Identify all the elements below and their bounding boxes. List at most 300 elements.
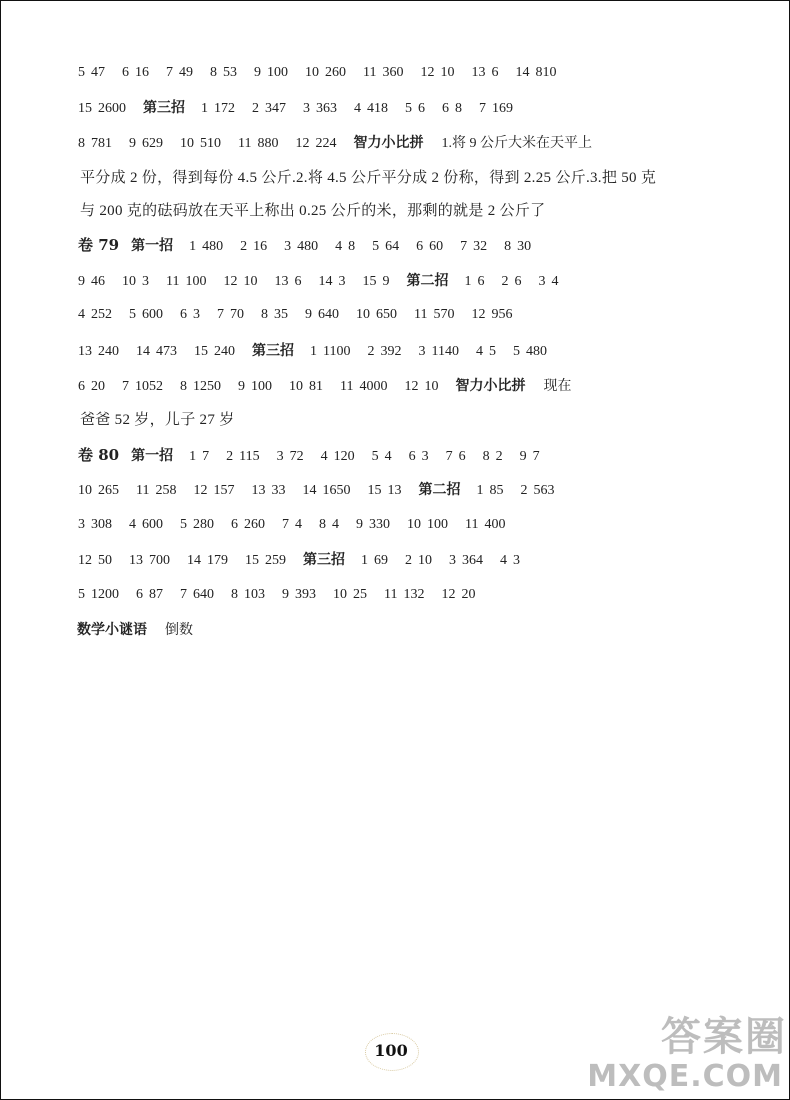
question-number: 5 bbox=[180, 517, 187, 532]
answer-item bbox=[238, 375, 272, 399]
answer-item bbox=[226, 445, 259, 469]
answer-item bbox=[78, 97, 126, 121]
question-number: 10 bbox=[305, 65, 319, 80]
answer-item bbox=[78, 61, 105, 85]
question-number: 15 bbox=[367, 483, 382, 498]
answer-line bbox=[78, 548, 775, 572]
answer-value: 16 bbox=[135, 65, 149, 80]
answer-item bbox=[231, 513, 265, 537]
answer-value: 1250 bbox=[193, 379, 221, 394]
answer-item bbox=[520, 445, 540, 469]
answer-value: 6 bbox=[294, 274, 302, 289]
question-number: 14 bbox=[318, 274, 333, 289]
answer-item bbox=[78, 132, 112, 156]
answer-item bbox=[180, 583, 214, 607]
answer-line bbox=[78, 583, 775, 607]
answer-item bbox=[282, 513, 302, 537]
question-number: 5 bbox=[512, 344, 520, 359]
answer-item bbox=[194, 340, 235, 364]
question-number: 3 bbox=[418, 344, 426, 359]
question-number: 8 bbox=[78, 136, 85, 151]
answer-item bbox=[500, 549, 520, 573]
question-number: 15 bbox=[245, 553, 259, 568]
question-number: 11 bbox=[363, 65, 377, 80]
question-number: 6 bbox=[122, 65, 129, 80]
answer-value: 570 bbox=[433, 307, 455, 322]
question-number: 6 bbox=[180, 307, 187, 322]
question-number: 3 bbox=[284, 239, 292, 254]
answer-line bbox=[78, 443, 775, 467]
question-number: 8 bbox=[231, 587, 238, 602]
question-number: 1 bbox=[361, 553, 368, 568]
answer-line bbox=[78, 513, 775, 537]
answer-value: 20 bbox=[461, 587, 476, 602]
question-number: 7 bbox=[445, 449, 453, 464]
answer-item bbox=[78, 375, 105, 399]
question-number: 2 bbox=[240, 239, 248, 254]
answer-value: 8 bbox=[348, 239, 356, 254]
answer-value: 3 bbox=[142, 274, 149, 289]
question-number: 10 bbox=[333, 587, 347, 602]
answer-value: 4 bbox=[295, 517, 302, 532]
question-number: 12 bbox=[78, 553, 92, 568]
answer-value: 16 bbox=[253, 239, 268, 254]
question-number: 10 bbox=[407, 517, 421, 532]
answer-value: 258 bbox=[155, 483, 177, 498]
answer-item bbox=[122, 270, 149, 294]
answer-value: 1052 bbox=[135, 379, 163, 394]
question-number: 13 bbox=[129, 553, 143, 568]
question-number: 1 bbox=[201, 101, 208, 116]
answer-value: 510 bbox=[200, 136, 221, 151]
question-number: 8 bbox=[261, 307, 268, 322]
question-number: 7 bbox=[282, 517, 289, 532]
question-number: 13 bbox=[274, 274, 289, 289]
answer-value: 87 bbox=[149, 587, 163, 602]
answer-value: 10 bbox=[424, 379, 439, 394]
question-number: 7 bbox=[460, 239, 468, 254]
answer-value: 240 bbox=[214, 344, 235, 359]
question-number: 13 bbox=[471, 65, 486, 80]
answer-value: 360 bbox=[382, 65, 404, 80]
section-heading: 数学小谜语 bbox=[77, 622, 147, 638]
answer-item bbox=[78, 513, 112, 537]
question-number: 5 bbox=[129, 307, 136, 322]
answer-item bbox=[129, 513, 163, 537]
question-number: 10 bbox=[356, 307, 370, 322]
answer-item bbox=[404, 375, 438, 399]
answer-value: 364 bbox=[462, 553, 483, 568]
question-number: 1 bbox=[310, 344, 317, 359]
answer-value: 810 bbox=[535, 65, 557, 80]
answer-item bbox=[367, 479, 401, 503]
answer-value: 179 bbox=[207, 553, 228, 568]
answer-value: 2 bbox=[495, 449, 503, 464]
answer-value: 70 bbox=[230, 307, 244, 322]
question-number: 3 bbox=[303, 101, 310, 116]
answer-value: 265 bbox=[98, 483, 119, 498]
question-number: 12 bbox=[471, 307, 486, 322]
answer-value: 480 bbox=[297, 239, 319, 254]
answer-item bbox=[356, 303, 397, 327]
answer-text: 现在 bbox=[543, 379, 572, 394]
answer-item bbox=[201, 97, 235, 121]
question-number: 11 bbox=[340, 379, 354, 394]
answer-item bbox=[251, 479, 285, 503]
answer-value: 6 bbox=[458, 449, 466, 464]
question-number: 10 bbox=[122, 274, 136, 289]
answer-value: 640 bbox=[193, 587, 214, 602]
question-number: 14 bbox=[302, 483, 317, 498]
question-number: 9 bbox=[78, 274, 85, 289]
answer-value: 260 bbox=[244, 517, 265, 532]
question-number: 10 bbox=[289, 379, 303, 394]
answer-item bbox=[356, 513, 390, 537]
question-number: 14 bbox=[187, 553, 201, 568]
answer-value: 157 bbox=[213, 483, 235, 498]
answer-value: 1200 bbox=[91, 587, 119, 602]
question-number: 8 bbox=[319, 517, 326, 532]
question-number: 9 bbox=[254, 65, 261, 80]
answer-value: 473 bbox=[156, 344, 177, 359]
answer-value: 64 bbox=[385, 239, 400, 254]
answer-value: 3 bbox=[513, 553, 520, 568]
question-number: 11 bbox=[166, 274, 180, 289]
answer-item bbox=[274, 270, 301, 294]
question-number: 4 bbox=[354, 101, 361, 116]
question-number: 2 bbox=[226, 449, 234, 464]
answer-value: 25 bbox=[353, 587, 367, 602]
answer-value: 9 bbox=[382, 274, 390, 289]
watermark-url: MXQE.COM bbox=[587, 1059, 783, 1094]
answer-item bbox=[305, 303, 339, 327]
question-number: 6 bbox=[136, 587, 143, 602]
question-number: 9 bbox=[238, 379, 245, 394]
answer-item bbox=[78, 340, 119, 364]
question-number: 8 bbox=[482, 449, 490, 464]
answer-item bbox=[238, 132, 278, 156]
answer-item bbox=[78, 270, 105, 294]
answer-value: 35 bbox=[274, 307, 288, 322]
answer-value: 781 bbox=[91, 136, 112, 151]
answer-value: 115 bbox=[239, 449, 260, 464]
answer-item bbox=[321, 445, 355, 469]
answer-item bbox=[231, 583, 265, 607]
answer-item bbox=[420, 61, 454, 85]
question-number: 4 bbox=[335, 239, 343, 254]
answer-value: 1100 bbox=[323, 344, 351, 359]
answer-line bbox=[78, 233, 775, 257]
question-number: 12 bbox=[404, 379, 419, 394]
question-number: 12 bbox=[420, 65, 435, 80]
answer-item bbox=[166, 61, 193, 85]
answer-value: 10 bbox=[440, 65, 455, 80]
answer-item bbox=[319, 513, 339, 537]
answer-item bbox=[501, 270, 521, 294]
answer-text: 平分成 2 份，得到每份 4.5 公斤.2.将 4.5 公斤平分成 2 份称，得到 2.25 公斤.3.把 50 克 bbox=[80, 170, 657, 186]
answer-item bbox=[129, 303, 163, 327]
answer-item bbox=[362, 270, 389, 294]
answer-item bbox=[180, 132, 221, 156]
answer-item bbox=[416, 235, 443, 259]
answer-value: 600 bbox=[142, 307, 163, 322]
answer-line bbox=[77, 618, 775, 642]
answer-item bbox=[284, 235, 318, 259]
answer-item bbox=[78, 479, 119, 503]
question-number: 3 bbox=[538, 274, 546, 289]
question-number: 4 bbox=[500, 553, 507, 568]
question-number: 6 bbox=[408, 449, 416, 464]
answer-value: 1140 bbox=[431, 344, 459, 359]
answer-value: 4 bbox=[332, 517, 339, 532]
section-heading: 第三招 bbox=[303, 552, 345, 568]
answer-line bbox=[78, 303, 775, 327]
answer-value: 308 bbox=[91, 517, 112, 532]
question-number: 2 bbox=[405, 553, 412, 568]
answer-item bbox=[384, 583, 424, 607]
answer-value: 100 bbox=[267, 65, 288, 80]
answer-value: 6 bbox=[514, 274, 522, 289]
question-number: 11 bbox=[414, 307, 428, 322]
answer-value: 880 bbox=[257, 136, 279, 151]
question-number: 1 bbox=[189, 239, 197, 254]
answer-value: 640 bbox=[318, 307, 339, 322]
answer-value: 480 bbox=[202, 239, 224, 254]
answer-item bbox=[363, 61, 403, 85]
answer-value: 169 bbox=[492, 101, 513, 116]
answer-value: 7 bbox=[202, 449, 210, 464]
question-number: 9 bbox=[356, 517, 363, 532]
answer-item bbox=[513, 340, 547, 364]
answer-item bbox=[129, 132, 163, 156]
answer-value: 280 bbox=[193, 517, 214, 532]
answer-item bbox=[187, 549, 228, 573]
answer-item bbox=[372, 235, 399, 259]
question-number: 4 bbox=[320, 449, 328, 464]
answer-item bbox=[129, 549, 170, 573]
answer-item bbox=[515, 61, 556, 85]
question-number: 5 bbox=[405, 101, 412, 116]
answer-item bbox=[189, 445, 209, 469]
question-number: 13 bbox=[78, 344, 92, 359]
question-number: 10 bbox=[78, 483, 92, 498]
answer-line bbox=[78, 199, 775, 223]
answer-item bbox=[414, 303, 454, 327]
volume-heading: 卷 79 bbox=[78, 236, 120, 254]
answer-line bbox=[78, 478, 775, 502]
answer-value: 32 bbox=[473, 239, 488, 254]
question-number: 3 bbox=[276, 449, 284, 464]
answer-item bbox=[166, 270, 206, 294]
answer-line bbox=[78, 61, 775, 85]
answer-item bbox=[305, 61, 346, 85]
answer-item bbox=[405, 97, 425, 121]
question-number: 5 bbox=[371, 449, 379, 464]
answer-item bbox=[136, 340, 177, 364]
answer-value: 400 bbox=[484, 517, 506, 532]
answer-value: 252 bbox=[91, 307, 112, 322]
answer-item bbox=[282, 583, 316, 607]
question-number: 1 bbox=[476, 483, 484, 498]
question-number: 5 bbox=[372, 239, 380, 254]
answer-item bbox=[479, 97, 513, 121]
answer-value: 260 bbox=[325, 65, 346, 80]
answer-text: 爸爸 52 岁，儿子 27 岁 bbox=[80, 412, 235, 428]
answer-value: 72 bbox=[289, 449, 304, 464]
answer-value: 33 bbox=[271, 483, 286, 498]
answer-item bbox=[441, 583, 475, 607]
answer-item bbox=[180, 375, 221, 399]
answer-value: 132 bbox=[403, 587, 425, 602]
answer-item bbox=[240, 235, 267, 259]
answer-item bbox=[504, 235, 531, 259]
answer-value: 4 bbox=[551, 274, 559, 289]
answer-item bbox=[254, 61, 288, 85]
question-number: 11 bbox=[238, 136, 252, 151]
answer-value: 563 bbox=[533, 483, 555, 498]
question-number: 10 bbox=[180, 136, 194, 151]
question-number: 9 bbox=[519, 449, 527, 464]
answer-item bbox=[136, 479, 176, 503]
answer-value: 100 bbox=[185, 274, 207, 289]
answer-value: 172 bbox=[214, 101, 235, 116]
answer-value: 53 bbox=[223, 65, 237, 80]
section-heading: 第一招 bbox=[131, 238, 174, 254]
answer-item bbox=[261, 303, 288, 327]
answer-item bbox=[460, 235, 487, 259]
answer-item bbox=[449, 549, 483, 573]
question-number: 2 bbox=[501, 274, 509, 289]
answer-item bbox=[354, 97, 388, 121]
question-number: 8 bbox=[180, 379, 187, 394]
answer-item bbox=[340, 375, 387, 399]
answer-item bbox=[446, 445, 466, 469]
answer-item bbox=[122, 375, 163, 399]
section-heading: 智力小比拼 bbox=[455, 378, 526, 394]
answer-value: 20 bbox=[91, 379, 105, 394]
answer-value: 363 bbox=[316, 101, 337, 116]
question-number: 9 bbox=[282, 587, 289, 602]
answer-value: 629 bbox=[142, 136, 163, 151]
question-number: 14 bbox=[136, 344, 150, 359]
question-number: 2 bbox=[520, 483, 528, 498]
answer-value: 81 bbox=[309, 379, 323, 394]
question-number: 1 bbox=[189, 449, 197, 464]
answer-value: 50 bbox=[98, 553, 112, 568]
question-number: 11 bbox=[136, 483, 150, 498]
answer-value: 103 bbox=[244, 587, 265, 602]
answer-value: 10 bbox=[418, 553, 432, 568]
answer-value: 2600 bbox=[98, 101, 126, 116]
answer-value: 7 bbox=[532, 449, 540, 464]
answer-item bbox=[180, 303, 200, 327]
answer-value: 46 bbox=[91, 274, 105, 289]
answer-item bbox=[252, 97, 286, 121]
answer-value: 30 bbox=[517, 239, 532, 254]
question-number: 3 bbox=[449, 553, 456, 568]
section-heading: 第二招 bbox=[418, 482, 461, 498]
question-number: 12 bbox=[295, 136, 310, 151]
answer-item bbox=[367, 340, 401, 364]
answer-item bbox=[78, 549, 112, 573]
answer-item bbox=[318, 270, 345, 294]
answer-value: 3 bbox=[338, 274, 346, 289]
question-number: 4 bbox=[129, 517, 136, 532]
section-heading: 第三招 bbox=[143, 100, 185, 116]
question-number: 4 bbox=[475, 344, 483, 359]
answer-value: 1650 bbox=[322, 483, 351, 498]
question-number: 15 bbox=[194, 344, 208, 359]
answer-item bbox=[295, 132, 336, 156]
section-heading: 第三招 bbox=[252, 343, 294, 359]
answer-line bbox=[78, 96, 775, 120]
question-number: 6 bbox=[442, 101, 449, 116]
question-number: 4 bbox=[78, 307, 85, 322]
answer-value: 418 bbox=[367, 101, 388, 116]
answer-value: 47 bbox=[91, 65, 105, 80]
question-number: 11 bbox=[384, 587, 398, 602]
question-number: 5 bbox=[78, 65, 85, 80]
question-number: 3 bbox=[78, 517, 85, 532]
section-heading: 第一招 bbox=[131, 448, 174, 464]
question-number: 14 bbox=[515, 65, 530, 80]
answer-item bbox=[303, 97, 337, 121]
section-heading: 第二招 bbox=[406, 273, 449, 289]
answer-line bbox=[78, 339, 775, 363]
answer-value: 4 bbox=[384, 449, 392, 464]
answer-value: 259 bbox=[265, 553, 286, 568]
answer-item bbox=[476, 479, 503, 503]
answer-item bbox=[245, 549, 286, 573]
answer-line bbox=[78, 374, 775, 398]
watermark-logo-text: 答案圈 bbox=[661, 1014, 787, 1060]
question-number: 7 bbox=[122, 379, 129, 394]
answer-item bbox=[223, 270, 257, 294]
answer-item bbox=[180, 513, 214, 537]
question-number: 9 bbox=[305, 307, 312, 322]
answer-value: 3 bbox=[421, 449, 429, 464]
answer-item bbox=[464, 270, 484, 294]
answer-value: 120 bbox=[333, 449, 355, 464]
question-number: 8 bbox=[504, 239, 512, 254]
question-number: 7 bbox=[166, 65, 173, 80]
answer-item bbox=[471, 303, 512, 327]
answer-item bbox=[78, 303, 112, 327]
answer-value: 69 bbox=[374, 553, 388, 568]
section-heading: 智力小比拼 bbox=[353, 135, 424, 151]
answer-item bbox=[302, 479, 350, 503]
answer-item bbox=[78, 583, 119, 607]
page-number: 100 bbox=[359, 1031, 423, 1071]
question-number: 2 bbox=[252, 101, 259, 116]
answer-item bbox=[193, 479, 234, 503]
answer-value: 13 bbox=[387, 483, 402, 498]
answer-item bbox=[465, 513, 505, 537]
answer-value: 224 bbox=[315, 136, 337, 151]
answer-value: 240 bbox=[98, 344, 119, 359]
answer-value: 100 bbox=[427, 517, 448, 532]
answer-value: 480 bbox=[525, 344, 547, 359]
answer-item bbox=[405, 549, 432, 573]
answer-item bbox=[407, 513, 448, 537]
question-number: 7 bbox=[479, 101, 486, 116]
answer-value: 6 bbox=[418, 101, 425, 116]
question-number: 6 bbox=[78, 379, 85, 394]
answer-item bbox=[442, 97, 462, 121]
answer-line bbox=[78, 131, 775, 155]
question-number: 12 bbox=[193, 483, 208, 498]
question-number: 8 bbox=[210, 65, 217, 80]
